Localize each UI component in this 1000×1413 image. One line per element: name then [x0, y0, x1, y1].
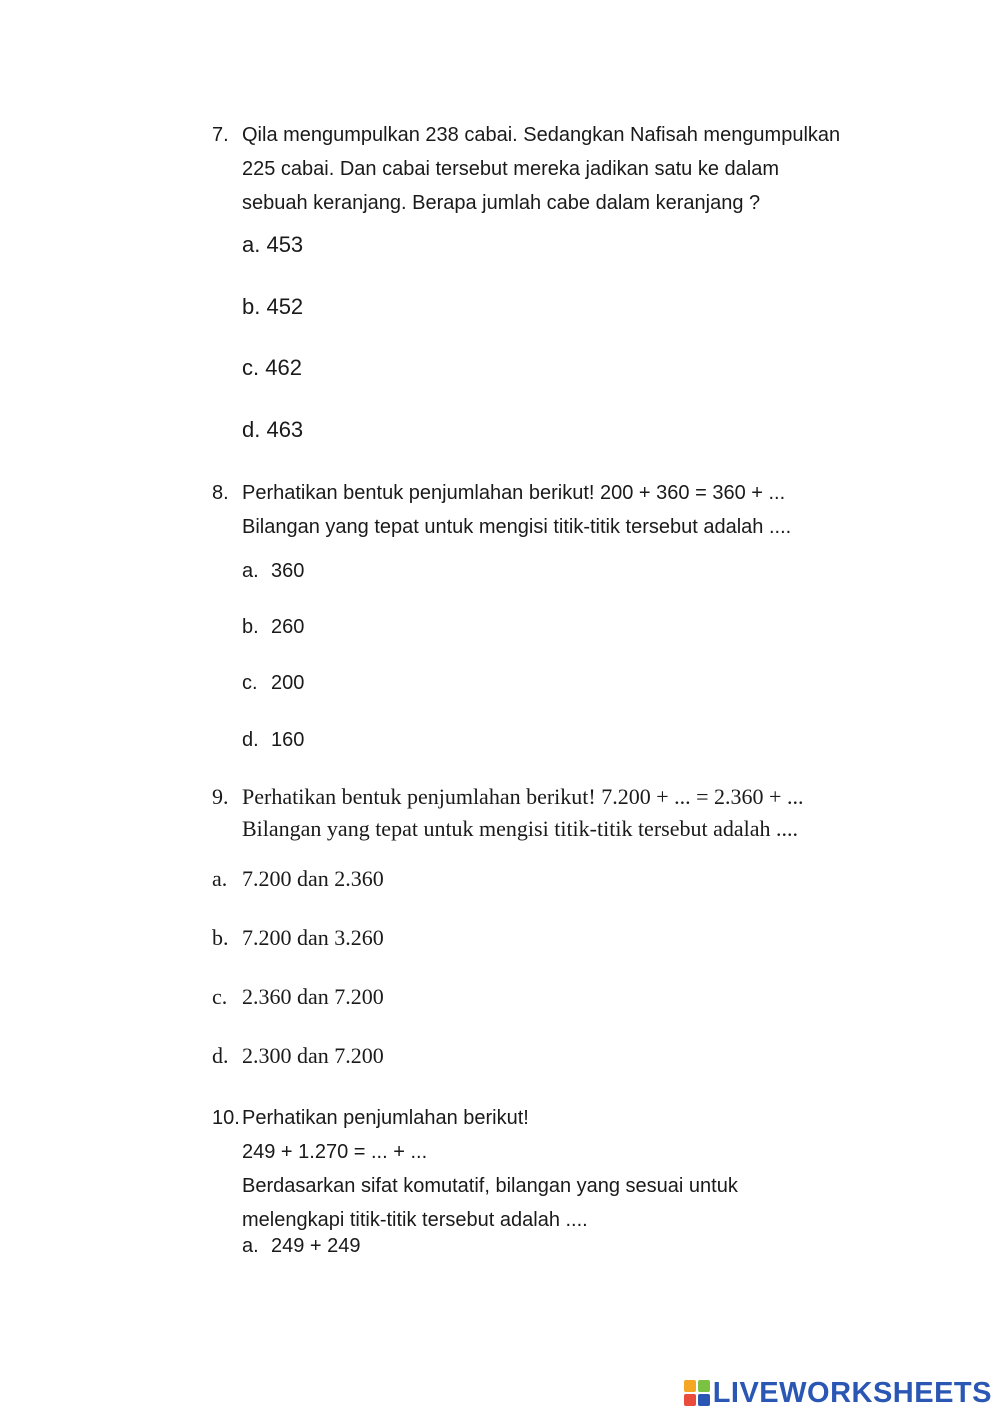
- question-number: 10.: [212, 1107, 240, 1129]
- option-value: 360: [271, 560, 305, 582]
- question-line: Bilangan yang tepat untuk mengisi titik-titik tersebut adalah ....: [242, 516, 792, 538]
- question-number: 8.: [212, 482, 229, 504]
- option-label: d.: [212, 1043, 229, 1068]
- option-9d[interactable]: [212, 1043, 384, 1069]
- question-text: [242, 1101, 892, 1237]
- question-line: Bilangan yang tepat untuk mengisi titik-titik tersebut adalah ....: [242, 816, 798, 841]
- option-7a[interactable]: a. 453: [242, 232, 304, 257]
- question-text: [242, 781, 892, 845]
- option-label: a.: [242, 560, 259, 582]
- question-line: melengkapi titik-titik tersebut adalah ....: [242, 1209, 588, 1231]
- option-8c[interactable]: [242, 672, 304, 695]
- question-line: sebuah keranjang. Berapa jumlah cabe dalam keranjang ?: [242, 192, 761, 214]
- question-line: Berdasarkan sifat komutatif, bilangan yang sesuai untuk: [242, 1175, 738, 1197]
- option-value: 200: [271, 672, 305, 694]
- option-7c[interactable]: c. 462: [242, 355, 302, 380]
- question-line: Perhatikan bentuk penjumlahan berikut! 200 + 360 = 360 + ...: [242, 482, 786, 504]
- question-line: Perhatikan penjumlahan berikut!: [242, 1107, 529, 1129]
- option-value: 7.200 dan 2.360: [242, 866, 384, 891]
- option-7d[interactable]: d. 463: [242, 417, 304, 442]
- option-9c[interactable]: [212, 984, 384, 1010]
- option-label: b.: [242, 616, 259, 638]
- option-10a[interactable]: [242, 1235, 361, 1258]
- option-9a[interactable]: [212, 866, 384, 892]
- option-value: 2.360 dan 7.200: [242, 984, 384, 1009]
- option-9b[interactable]: [212, 925, 384, 951]
- question-line: Perhatikan bentuk penjumlahan berikut! 7.200 + ... = 2.360 + ...: [242, 784, 804, 809]
- option-label: c.: [242, 672, 258, 694]
- option-label: a.: [212, 866, 228, 891]
- logo-text: LIVEWORKSHEETS: [712, 1376, 992, 1409]
- option-8a[interactable]: [242, 560, 304, 583]
- question-number: 7.: [212, 124, 229, 146]
- question-line: 225 cabai. Dan cabai tersebut mereka jadikan satu ke dalam: [242, 158, 779, 180]
- question-number: 9.: [212, 784, 229, 809]
- option-7b[interactable]: b. 452: [242, 294, 304, 319]
- option-value: 249 + 249: [271, 1235, 361, 1257]
- option-label: d.: [242, 729, 259, 751]
- option-value: 260: [271, 616, 305, 638]
- option-value: 7.200 dan 3.260: [242, 925, 384, 950]
- question-line: Qila mengumpulkan 238 cabai. Sedangkan Nafisah mengumpulkan: [242, 124, 841, 146]
- question-text: [242, 476, 892, 544]
- liveworksheets-logo: [684, 1378, 992, 1408]
- option-value: 2.300 dan 7.200: [242, 1043, 384, 1068]
- option-label: c.: [212, 984, 228, 1009]
- option-label: a.: [242, 1235, 259, 1257]
- option-label: b.: [212, 925, 229, 950]
- option-value: 160: [271, 729, 305, 751]
- question-text: [242, 118, 892, 220]
- liveworksheets-logo-icon: [684, 1380, 710, 1406]
- option-8d[interactable]: [242, 729, 304, 752]
- question-line: 249 + 1.270 = ... + ...: [242, 1141, 428, 1163]
- option-8b[interactable]: [242, 616, 304, 639]
